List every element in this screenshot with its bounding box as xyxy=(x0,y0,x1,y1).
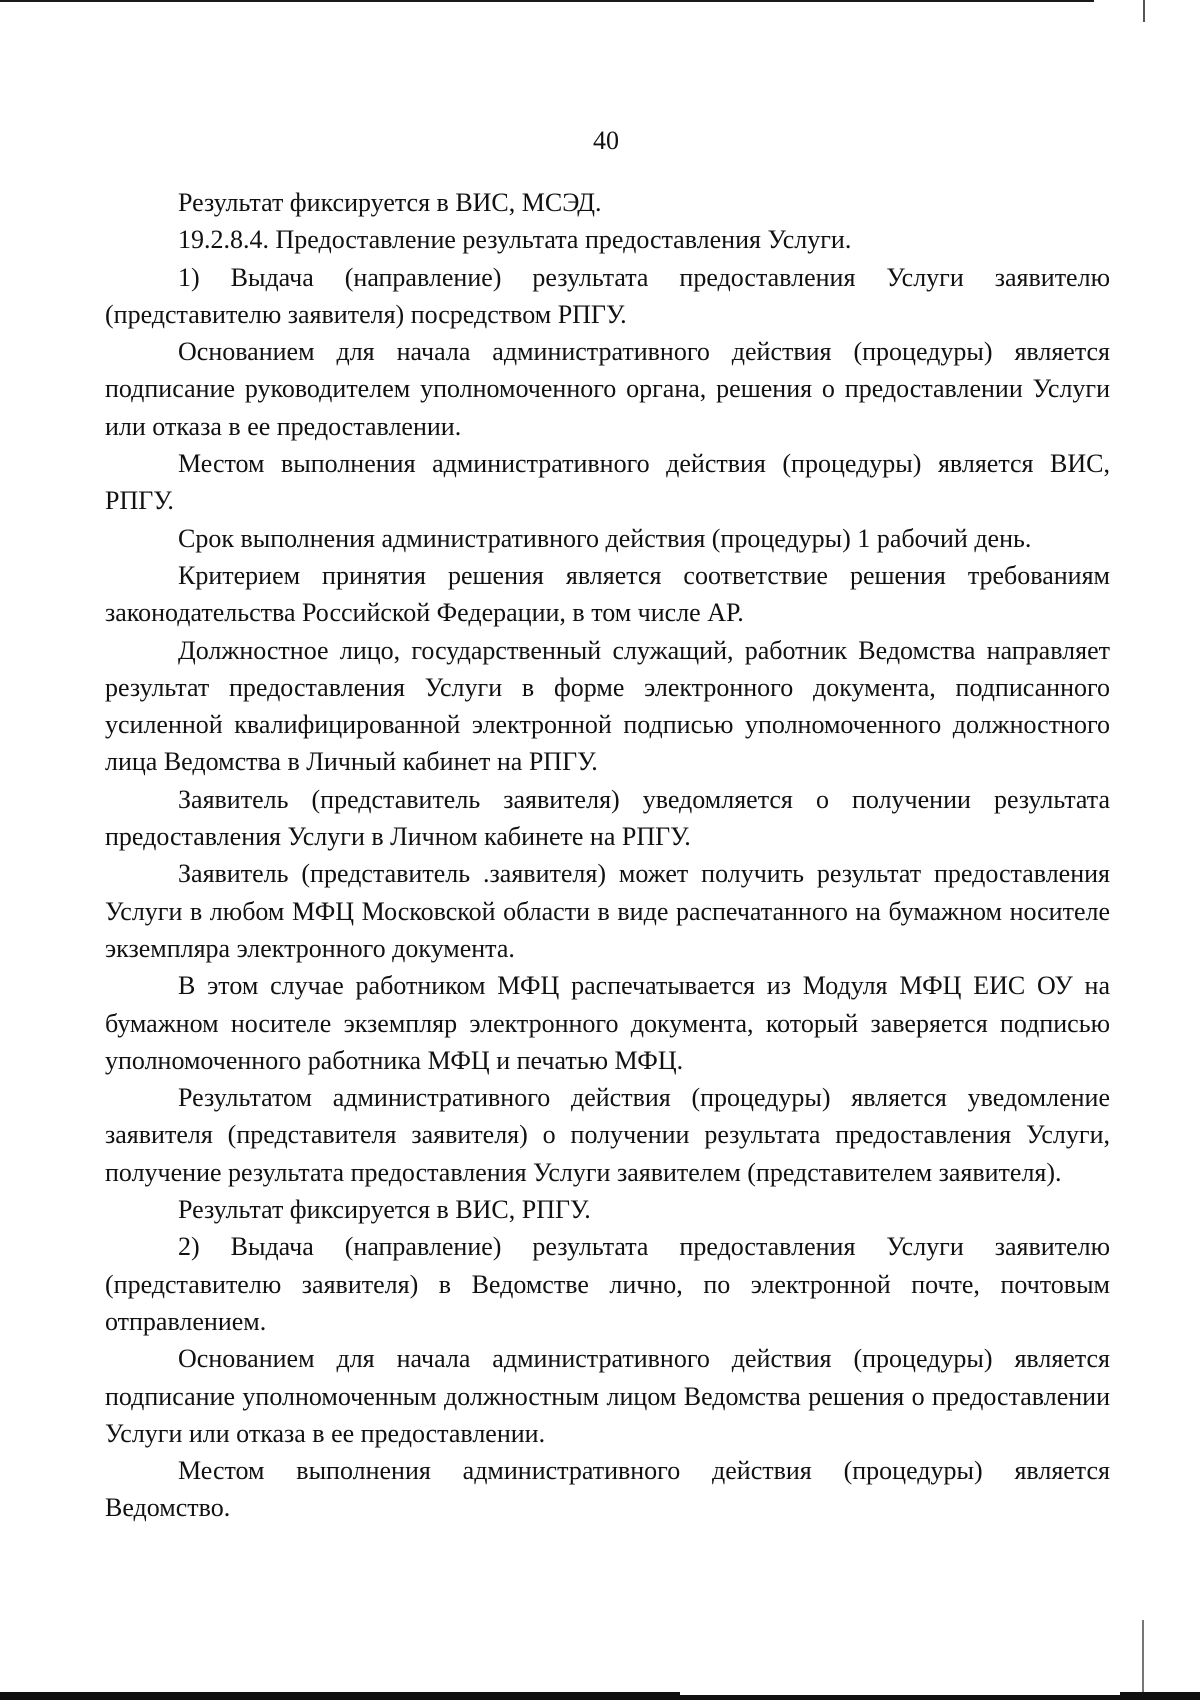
paragraph: Заявитель (представитель заявителя) уведомляется о получении результата предоставления Услуги в Личном кабинете на РПГУ. xyxy=(105,784,1110,852)
paragraph: 1) Выдача (направление) результата предоставления Услуги заявителю (представителю заявителя) посредством РПГУ. xyxy=(105,262,1110,329)
paragraph: Результат фиксируется в ВИС, МСЭД. xyxy=(178,188,602,217)
paragraph: Местом выполнения административного действия (процедуры) является Ведомство. xyxy=(105,1456,1110,1523)
paragraph: Основанием для начала административного действия (процедуры) является подписание уполномоченным должностным лицом Ведомства решения о предоставлении Услуги или отказа в ее предоставлении. xyxy=(105,1344,1110,1448)
paragraph: Результатом административного действия (процедуры) является уведомление заявителя (представителя заявителя) о получении результата предоставления Услуги, получение результата предоставления Услуги заявителем (представителем заявителя). xyxy=(105,1083,1110,1187)
paragraph: Заявитель (представитель .заявителя) может получить результат предоставления Услуги в любом МФЦ Московской области в виде распечатанного на бумажном носителе экземпляра электронного документа. xyxy=(105,859,1110,963)
paragraph: Срок выполнения административного действия (процедуры) 1 рабочий день. xyxy=(178,523,1032,553)
paragraph: Местом выполнения административного действия (процедуры) является ВИС, РПГУ. xyxy=(105,449,1110,516)
paragraph: Критерием принятия решения является соответствие решения требованиям законодательства Российской Федерации, в том числе АР. xyxy=(105,560,1110,628)
scan-edge-top xyxy=(0,0,1094,2)
paragraph: В этом случае работником МФЦ распечатывается из Модуля МФЦ ЕИС ОУ на бумажном носителе экземпляр электронного документа, который заверяется подписью уполномоченного работника МФЦ и печатью МФЦ. xyxy=(105,971,1110,1075)
document-body xyxy=(105,184,1110,1527)
paragraph: Основанием для начала административного действия (процедуры) является подписание руководителем уполномоченного органа, решения о предоставлении Услуги или отказа в ее предоставлении. xyxy=(105,337,1110,441)
paragraph: Результат фиксируется в ВИС, РПГУ. xyxy=(178,1195,591,1225)
scan-edge-right xyxy=(1142,1620,1144,1700)
paragraph: Должностное лицо, государственный служащий, работник Ведомства направляет результат предоставления Услуги в форме электронного документа, подписанного усиленной квалифицированной электронной подписью уполномоченного должностного лица Ведомства в Личный кабинет на РПГУ. xyxy=(105,635,1110,777)
scan-edge-bottom-gap xyxy=(680,1692,1120,1695)
paragraph: 19.2.8.4. Предоставление результата предоставления Услуги. xyxy=(178,225,852,255)
scan-edge-right-top xyxy=(1143,0,1145,22)
page-number: 40 xyxy=(593,126,619,155)
paragraph: 2) Выдача (направление) результата предоставления Услуги заявителю (представителю заявителя) в Ведомстве лично, по электронной почте, почтовым отправлением. xyxy=(105,1232,1110,1336)
